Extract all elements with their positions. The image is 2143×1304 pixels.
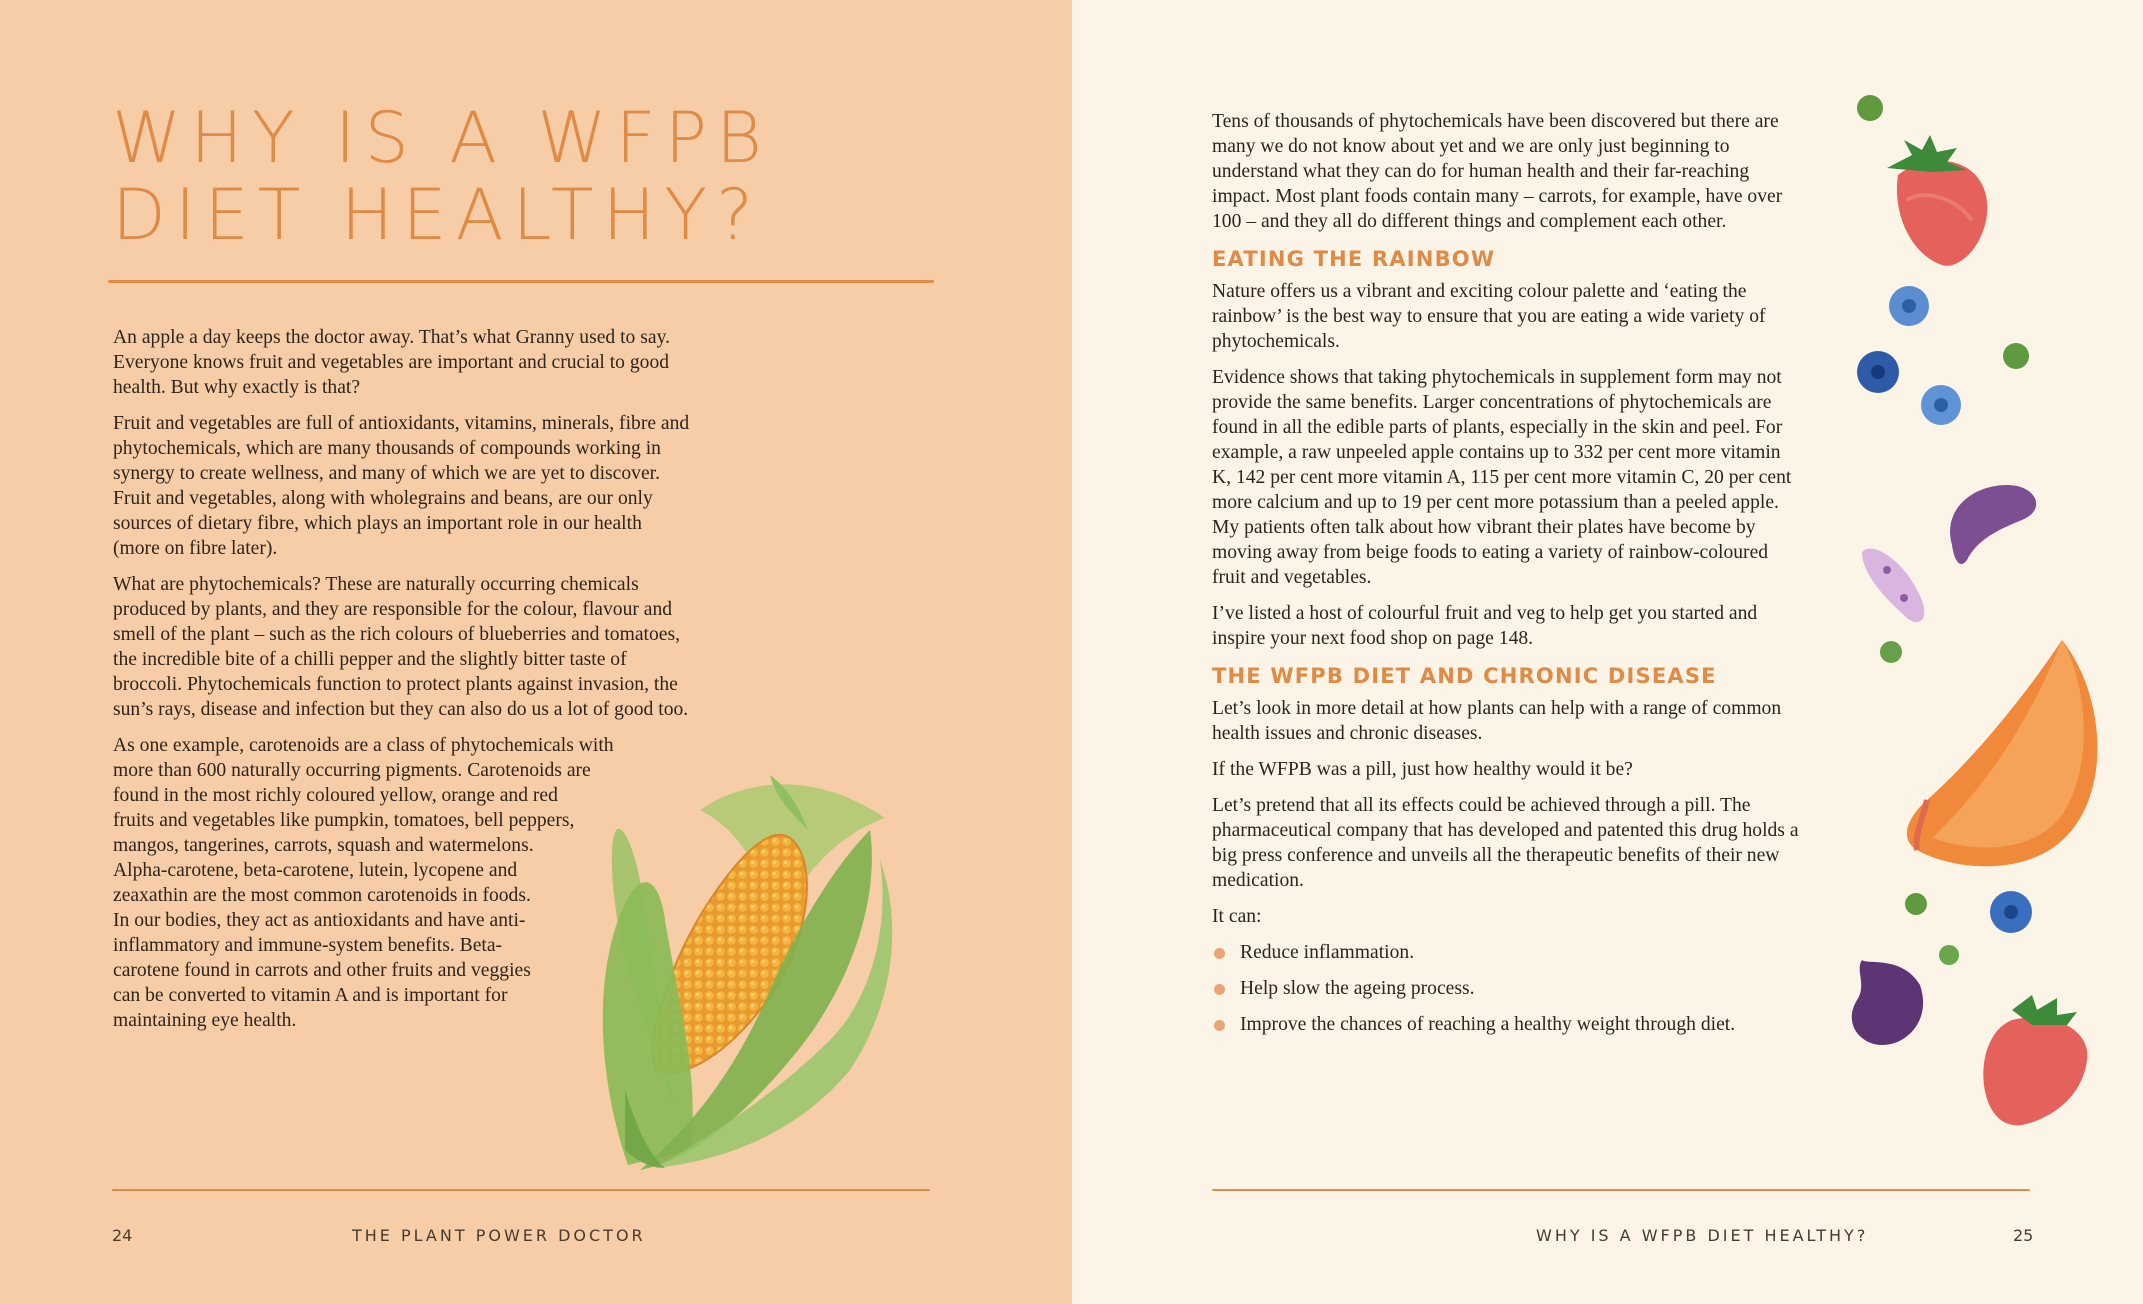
- strawberry-icon: [1887, 135, 1987, 266]
- paragraph: Let’s pretend that all its effects could be achieved through a pill. The pharmaceutical company that has developed and patented this drug holds a big press conference and unveils all the therapeutic benefits of their new medication.: [1212, 795, 1799, 891]
- paragraph: Fruit and vegetables are full of antioxidants, vitamins, minerals, fibre and phytochemicals, which are many thousands of compounds working in synergy to create wellness, and many of which we are yet to discover. Fruit and vegetables, along with wholegrains and beans, are our only sources of dietary fibre, which plays an important role in our health (more on fibre later).: [113, 413, 690, 559]
- text-line: zeaxathin are the most common carotenoids in foods.: [113, 885, 531, 906]
- list-item: Help slow the ageing process.: [1212, 976, 1802, 1001]
- title-line-1: WHY IS A WFPB: [112, 97, 771, 179]
- running-head: THE PLANT POWER DOCTOR: [352, 1226, 646, 1245]
- paragraph: What are phytochemicals? These are naturally occurring chemicals produced by plants, and they are responsible for the colour, flavour and smell of the plant – such as the rich colours of blueberries and tomatoes, the incredible bite of a chilli pepper and the slightly bitter taste of broccoli. Phytochemicals function to protect plants against invasion, the sun’s rays, disease and infection but they can also do us a lot of good too.: [113, 574, 689, 720]
- paragraph: It can:: [1212, 906, 1262, 927]
- text-line: Alpha-carotene, beta-carotene, lutein, lycopene and: [113, 860, 518, 881]
- right-page: [1072, 0, 2143, 1304]
- paragraph: Let’s look in more detail at how plants can help with a range of common health issues and chronic diseases.: [1212, 698, 1782, 744]
- footer-divider: [112, 1189, 930, 1191]
- fruit-illustrations: [1072, 0, 2143, 1304]
- section-heading-rainbow: EATING THE RAINBOW: [1212, 247, 1496, 271]
- text-line: maintaining eye health.: [113, 1010, 297, 1031]
- text-line: In our bodies, they act as antioxidants and have anti-: [113, 910, 526, 931]
- text-line: inflammatory and immune-system benefits. Beta-: [113, 935, 503, 956]
- title-line-2: DIET HEALTHY?: [112, 174, 763, 256]
- text-line: found in the most richly coloured yellow, orange and red: [113, 785, 558, 806]
- list-item: Reduce inflammation.: [1212, 940, 1802, 965]
- page-number: 25: [2013, 1226, 2034, 1245]
- page-number: 24: [112, 1226, 133, 1245]
- paragraph: Nature offers us a vibrant and exciting colour palette and ‘eating the rainbow’ is the best way to ensure that you are eating a wide variety of phytochemicals.: [1212, 281, 1766, 352]
- paragraph: An apple a day keeps the doctor away. That’s what Granny used to say. Everyone knows fruit and vegetables are important and crucial to good health. But why exactly is that?: [113, 327, 670, 398]
- paragraph: If the WFPB was a pill, just how healthy would it be?: [1212, 759, 1633, 780]
- paragraph: Evidence shows that taking phytochemicals in supplement form may not provide the same benefits. Larger concentrations of phytochemicals are found in all the edible parts of plants, especially in the skin and peel. For example, a raw unpeeled apple contains up to 332 per cent more vitamin K, 142 per cent more vitamin A, 115 per cent more vitamin C, 20 per cent more calcium and up to 19 per cent more potassium than a peeled apple. My patients often talk about how vibrant their plates have become by moving away from beige foods to eating a variety of rainbow-coloured fruit and vegetables.: [1212, 367, 1792, 588]
- strawberry-icon: [1983, 995, 2087, 1125]
- footer-divider: [1212, 1189, 2030, 1191]
- text-line: fruits and vegetables like pumpkin, tomatoes, bell peppers,: [113, 810, 575, 831]
- text-line: more than 600 naturally occurring pigments. Carotenoids are: [113, 760, 591, 781]
- running-head: WHY IS A WFPB DIET HEALTHY?: [1536, 1226, 1869, 1245]
- paragraph: Tens of thousands of phytochemicals have been discovered but there are many we do not know about yet and we are only just beginning to understand what they can do for human health and their far-reaching impact. Most plant foods contain many – carrots, for example, have over 100 – and they all do different things and complement each other.: [1212, 111, 1783, 232]
- list-item: Improve the chances of reaching a healthy weight through diet.: [1212, 1012, 1802, 1037]
- section-heading-chronic-disease: THE WFPB DIET AND CHRONIC DISEASE: [1212, 664, 1717, 688]
- text-line: can be converted to vitamin A and is important for: [113, 985, 508, 1006]
- text-line: carotene found in carrots and other fruits and veggies: [113, 960, 531, 981]
- text-line: As one example, carotenoids are a class of phytochemicals with: [113, 735, 614, 756]
- paragraph: I’ve listed a host of colourful fruit and veg to help get you started and inspire your next food shop on page 148.: [1212, 603, 1758, 649]
- text-line: mangos, tangerines, carrots, squash and watermelons.: [113, 835, 534, 856]
- peach-slice-icon: [1907, 640, 2098, 866]
